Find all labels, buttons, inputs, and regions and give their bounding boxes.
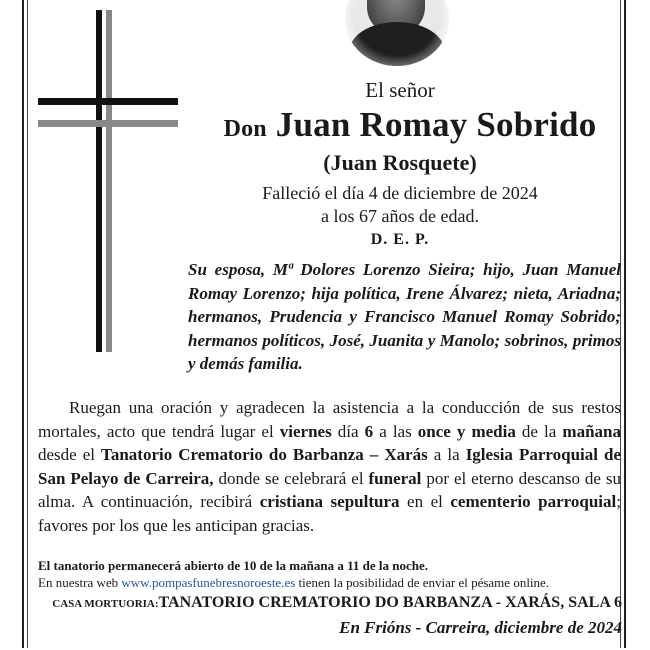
ceremony-text: en el [399,492,451,511]
cross-vertical-dark [96,10,102,352]
web-condolence-note [38,575,623,591]
deceased-name [200,105,620,145]
cross-horizontal-grey [38,120,178,127]
casa-mortuoria [38,594,622,612]
cross-horizontal-dark [38,98,178,105]
portrait-photo [345,0,449,66]
ceremony-text: donde se celebrará el [213,468,369,488]
ceremony-text: a la [427,445,466,464]
ceremony-burial: cristiana sepultura [259,492,400,511]
ceremony-text: ; favores por los que les anticipan gracias. [38,492,621,535]
ceremony-origin: Tanatorio Crematorio do Barbanza – Xarás [101,445,428,464]
ceremony-date: 6 [364,421,374,441]
death-date-line: Falleció el día 4 de diciembre de 2024 [262,183,538,203]
tanatorio-hours-note: El tanatorio permanecerá abierto de 10 de la mañana a 11 de la noche. [38,558,428,573]
age-line: a los 67 años de edad. [321,206,479,226]
web-note-text: tienen la posibilidad de enviar el pésame online. [295,575,550,590]
ceremony-text: de la [515,421,563,441]
full-name: Juan Romay Sobrido [275,105,597,144]
ceremony-time: once y media [417,421,516,441]
cross-vertical-grey [106,10,112,352]
ceremony-funeral: funeral [368,468,422,488]
ceremony-church: Iglesia Parroquial de San Pelayo de Carreira, [38,445,621,488]
ceremony-text: por el eterno descanso de su alma. A continuación, recibirá [38,468,622,511]
casa-mortuoria-label: CASA MORTUORIA: [52,598,159,610]
web-note-text: En nuestra web [38,575,122,590]
website-link[interactable]: www.pompasfunebresnoroeste.es [121,575,296,590]
rip-text: D. E. P. [370,231,430,248]
ceremony-text: desde el [38,445,102,464]
cross-icon [38,10,178,355]
ceremony-paragraph [38,396,621,537]
ceremony-period: mañana [562,421,621,441]
ceremony-text: a las [373,421,418,441]
ceremony-cemetery: cementerio parroquial [450,492,617,511]
ceremony-text: día [331,421,365,441]
ceremony-day: viernes [279,421,332,441]
family-paragraph: Su esposa, Mª Dolores Lorenzo Sieira; hijo, Juan Manuel Romay Lorenzo; hija política, Irene Álvarez; nieta, Ariadna; hermanos, Prudencia y Francisco Manuel Romay Sobrido; hermanos políticos, José, Juanita y Manolo; sobrinos, primos y demás familia. [188,260,621,373]
casa-mortuoria-value: TANATORIO CREMATORIO DO BARBANZA - XARÁS, SALA 6 [158,594,622,611]
title-senor: El señor [365,78,435,102]
deceased-alias: (Juan Rosquete) [323,150,477,175]
ceremony-text: Ruegan una oración y agradecen la asistencia a la conducción de sus restos mortales, acto que tendrá lugar el [38,398,621,441]
place-date-signature: En Frións - Carreira, diciembre de 2024 [339,618,622,637]
honorific: Don [223,116,267,142]
